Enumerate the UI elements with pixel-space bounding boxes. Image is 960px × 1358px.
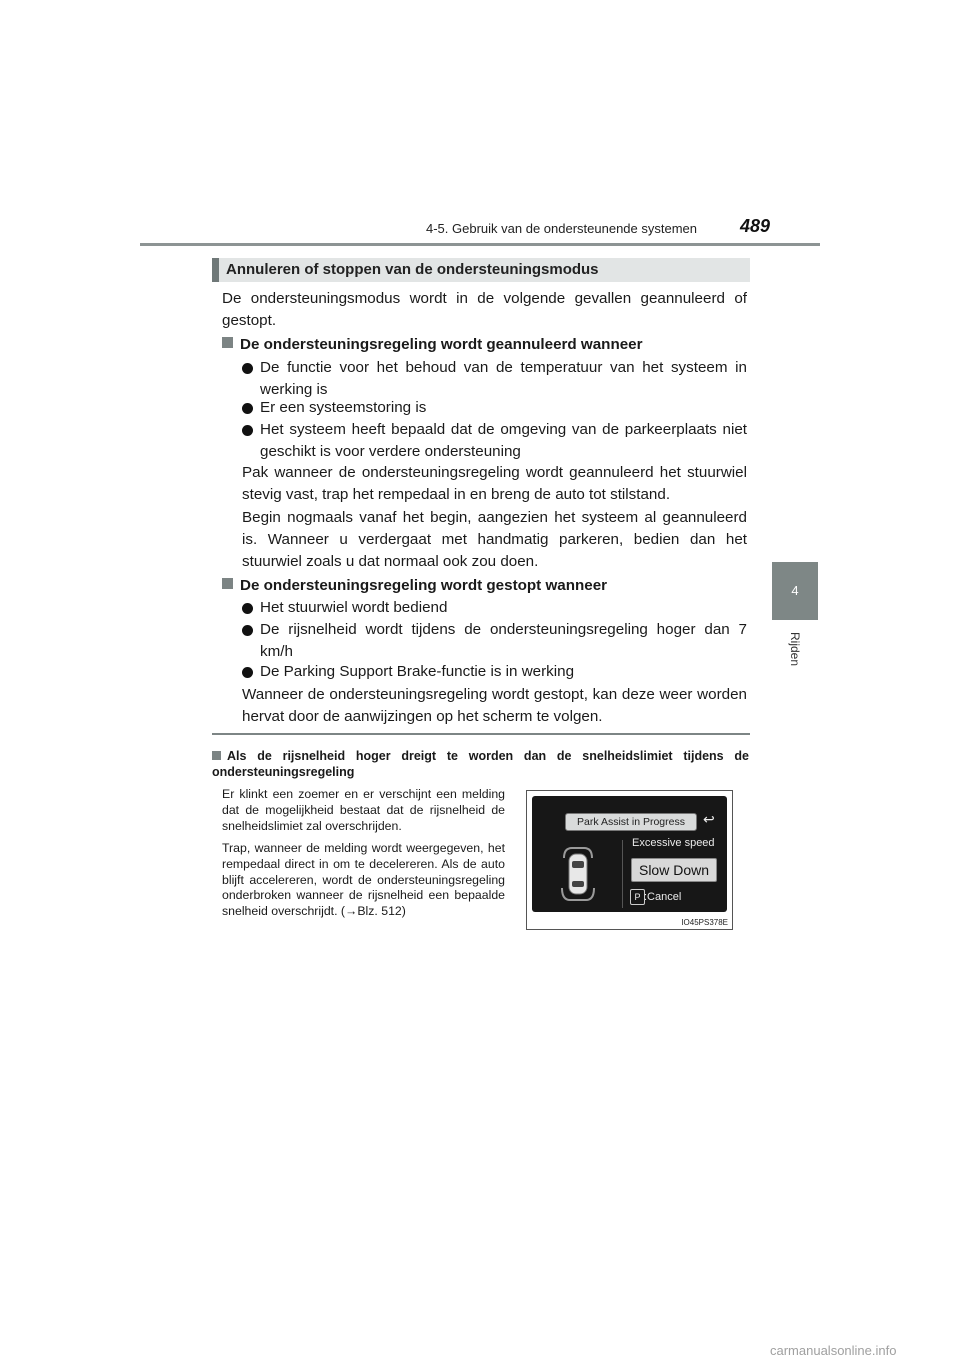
cancel-paragraph-2: Begin nogmaals vanaf het begin, aangezien het systeem al geannuleerd is. Wanneer u verdergaat met handmatig parkeren, bedien dan het stuurwiel zoals u dat normaal ook zou doen.: [242, 509, 747, 570]
warning-message: Excessive speed: [632, 837, 715, 849]
bullet-dot-icon: [242, 363, 253, 374]
stop-paragraph: Wanneer de ondersteuningsregeling wordt gestopt, kan deze weer worden hervat door de aanwijzingen op het scherm te volgen.: [242, 686, 747, 725]
page-number: 489: [740, 216, 771, 236]
list-item: De rijsnelheid wordt tijdens de ondersteuningsregeling hoger dan 7 km/h: [242, 619, 747, 663]
bullet-dot-icon: [242, 667, 253, 678]
note-paragraph-1: Er klinkt een zoemer en er verschijnt een melding dat de mogelijkheid bestaat dat de rijsnelheid de snelheidslimiet zal overschrijden.: [222, 787, 505, 833]
running-header: 4-5. Gebruik van de ondersteunende systemen: [426, 221, 698, 236]
list-item: Het systeem heeft bepaald dat de omgeving van de parkeerplaats niet geschikt is voor verdere ondersteuning: [242, 419, 747, 463]
chapter-label-text: Rijden: [788, 632, 802, 667]
note-paragraph-2: Trap, wanneer de melding wordt weergegeven, het rempedaal direct in om te decelereren. Als de auto blijft accelereren, wordt de ondersteuningsregeling onderbroken wanneer de rijsnelheid een bepaalde snelheid overschrijdt. (→Blz. 512): [222, 841, 505, 919]
list-item: De Parking Support Brake-functie is in werking: [242, 661, 747, 683]
bullet-dot-icon: [242, 603, 253, 614]
section-separator: [212, 733, 750, 735]
note-heading-text: Als de rijsnelheid hoger dreigt te worden dan de snelheidslimiet tijdens de ondersteuningsregeling: [212, 749, 749, 779]
figure-code: IO45PS378E: [681, 918, 728, 927]
list-item: Het stuurwiel wordt bediend: [242, 597, 747, 619]
watermark: carmanualsonline.info: [770, 1343, 897, 1358]
square-bullet-icon: [212, 751, 221, 760]
chapter-label: [776, 632, 816, 672]
cancel-group-heading: [222, 334, 747, 356]
list-item: Er een systeemstoring is: [242, 397, 747, 419]
section-heading: Annuleren of stoppen van de ondersteuningsmodus: [226, 261, 599, 278]
back-arrow-icon: ↩: [703, 811, 715, 827]
car-top-view-icon: [560, 844, 596, 904]
display-screen: [532, 796, 727, 912]
display-figure: [526, 790, 733, 930]
stop-group-heading: [222, 575, 747, 597]
chapter-tab: 4: [772, 562, 818, 620]
bullet-dot-icon: [242, 625, 253, 636]
stop-group-heading-text: De ondersteuningsregeling wordt gestopt wanneer: [240, 577, 608, 594]
bullet-dot-icon: [242, 403, 253, 414]
parking-button-icon: P: [630, 889, 645, 905]
section-heading-bar: [212, 258, 750, 282]
square-bullet-icon: [222, 337, 233, 348]
list-item: De functie voor het behoud van de temperatuur van het systeem in werking is: [242, 357, 747, 401]
cancel-paragraph-1: Pak wanneer de ondersteuningsregeling wordt geannuleerd het stuurwiel stevig vast, trap het rempedaal in en breng de auto tot stilstand.: [242, 464, 747, 503]
square-bullet-icon: [222, 578, 233, 589]
bullet-dot-icon: [242, 425, 253, 436]
cancel-group-heading-text: De ondersteuningsregeling wordt geannuleerd wanneer: [240, 336, 643, 353]
screen-divider: [622, 840, 623, 908]
note-heading: [212, 748, 749, 780]
heading-accent: [212, 258, 219, 282]
cancel-label: :Cancel: [644, 891, 682, 903]
status-pill: Park Assist in Progress: [565, 813, 697, 831]
intro-paragraph: De ondersteuningsmodus wordt in de volgende gevallen geannuleerd of gestopt.: [222, 290, 747, 329]
slow-down-button[interactable]: Slow Down: [631, 858, 717, 882]
header-rule: [140, 243, 820, 246]
